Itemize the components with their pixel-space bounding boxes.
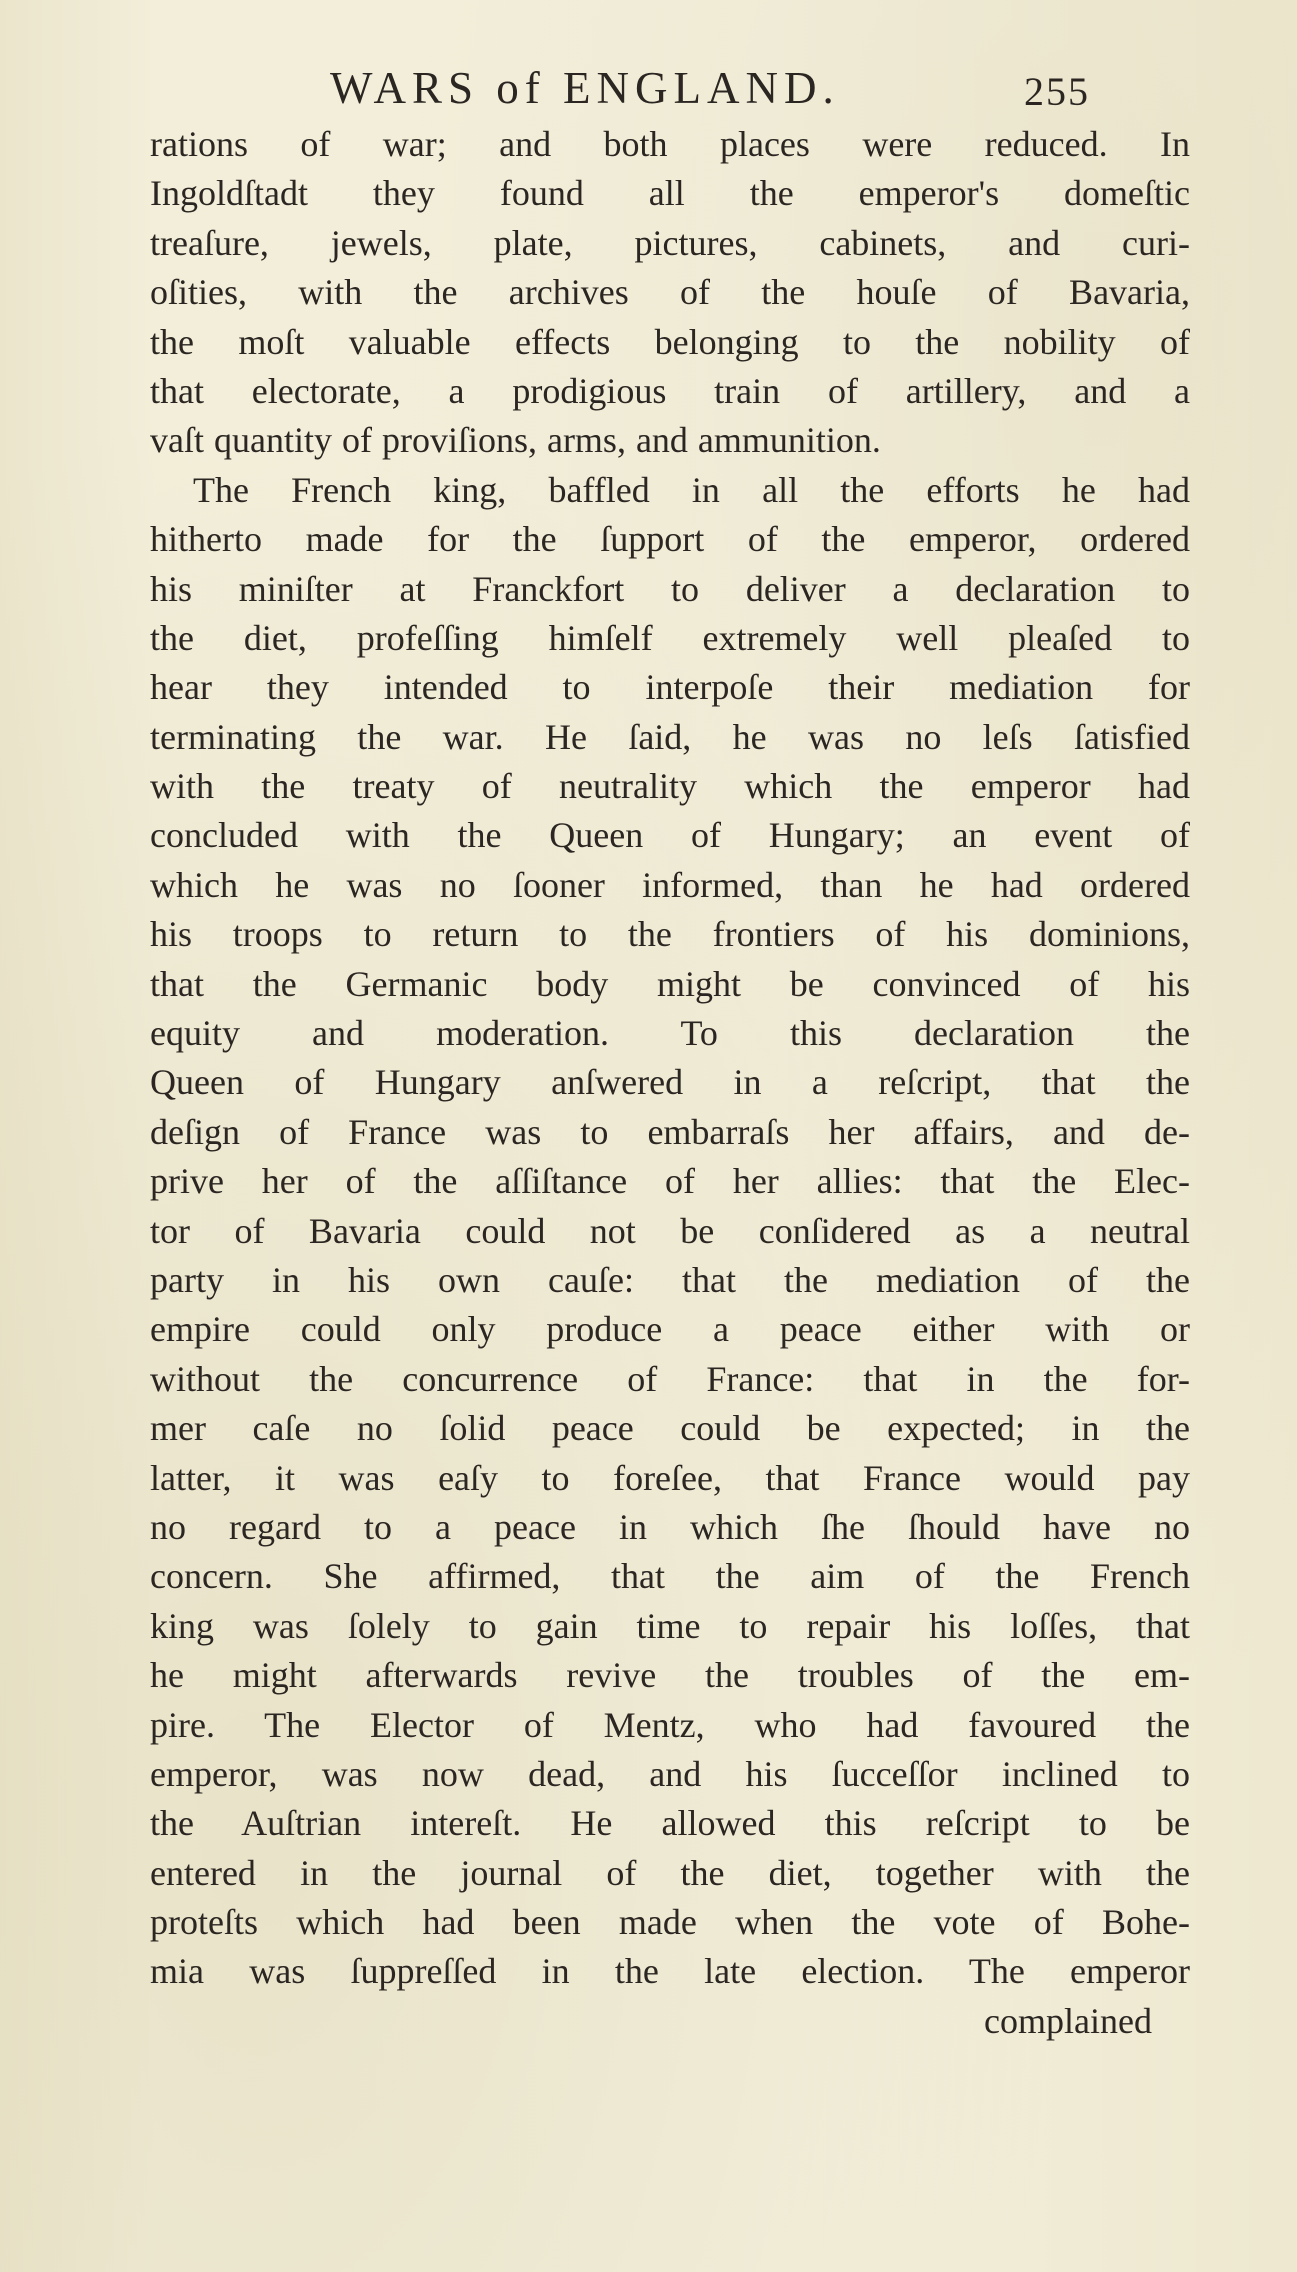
text-line: empire could only produce a peace either with or (150, 1309, 1190, 1350)
paragraph-start-line: The French king, baffled in all the efforts he had (193, 469, 1190, 510)
text-line: treaſure, jewels, plate, pictures, cabinets, and curi- (150, 222, 1190, 263)
text-line: concluded with the Queen of Hungary; an event of (150, 815, 1190, 856)
running-head (330, 62, 1090, 122)
text-line: party in his own cauſe: that the mediation of the (150, 1259, 1190, 1300)
text-line: without the concurrence of France: that in the for- (150, 1358, 1190, 1399)
text-line: oſities, with the archives of the houſe of Bavaria, (150, 272, 1190, 313)
page-number: 255 (1024, 69, 1090, 114)
text-line: rations of war; and both places were reduced. In (150, 124, 1190, 164)
text-line: proteſts which had been made when the vote of Bohe- (150, 1902, 1190, 1943)
text-line: Ingoldſtadt they found all the emperor's domeſtic (150, 173, 1190, 214)
text-line: vaſt quantity of proviſions, arms, and ammunition. (150, 420, 881, 461)
text-line: that the Germanic body might be convinced of his (150, 963, 1190, 1004)
text-line: pire. The Elector of Mentz, who had favoured the (150, 1704, 1190, 1745)
text-line: which he was no ſooner informed, than he had ordered (150, 864, 1190, 905)
text-line: hear they intended to interpoſe their mediation for (150, 667, 1190, 708)
text-line: equity and moderation. To this declaration the (150, 1013, 1190, 1054)
text-line: he might afterwards revive the troubles of the em- (150, 1655, 1190, 1696)
text-line: Queen of Hungary anſwered in a reſcript, that the (150, 1062, 1190, 1103)
body-text (150, 120, 1190, 2046)
text-line: king was ſolely to gain time to repair his loſſes, that (150, 1605, 1190, 1646)
text-line: his troops to return to the frontiers of his dominions, (150, 914, 1190, 955)
text-line: with the treaty of neutrality which the emperor had (150, 766, 1190, 807)
text-line: terminating the war. He ſaid, he was no leſs ſatisfied (150, 716, 1190, 757)
text-line: mer caſe no ſolid peace could be expected; in the (150, 1408, 1190, 1449)
text-line: prive her of the aſſiſtance of her allies: that the Elec- (150, 1161, 1190, 1202)
text-line: the moſt valuable effects belonging to the nobility of (150, 321, 1190, 362)
catchword: complained (984, 2000, 1152, 2041)
text-line: mia was ſuppreſſed in the late election. The emperor (150, 1951, 1190, 1992)
text-line: hitherto made for the ſupport of the emperor, ordered (150, 519, 1190, 560)
text-line: the diet, profeſſing himſelf extremely well pleaſed to (150, 617, 1190, 658)
text-line: entered in the journal of the diet, together with the (150, 1852, 1190, 1893)
text-line: deſign of France was to embarraſs her affairs, and de- (150, 1111, 1190, 1152)
text-line: emperor, was now dead, and his ſucceſſor inclined to (150, 1753, 1190, 1794)
text-line: his miniſter at Franckfort to deliver a declaration to (150, 568, 1190, 609)
text-line: concern. She affirmed, that the aim of the French (150, 1556, 1190, 1597)
text-line: the Auſtrian intereſt. He allowed this reſcript to be (150, 1803, 1190, 1844)
text-line: latter, it was eaſy to foreſee, that France would pay (150, 1457, 1190, 1498)
running-head-title: WARS of ENGLAND. (330, 63, 840, 113)
text-line: that electorate, a prodigious train of artillery, and a (150, 370, 1190, 411)
text-line: no regard to a peace in which ſhe ſhould have no (150, 1506, 1190, 1547)
text-line: tor of Bavaria could not be conſidered as a neutral (150, 1210, 1190, 1251)
